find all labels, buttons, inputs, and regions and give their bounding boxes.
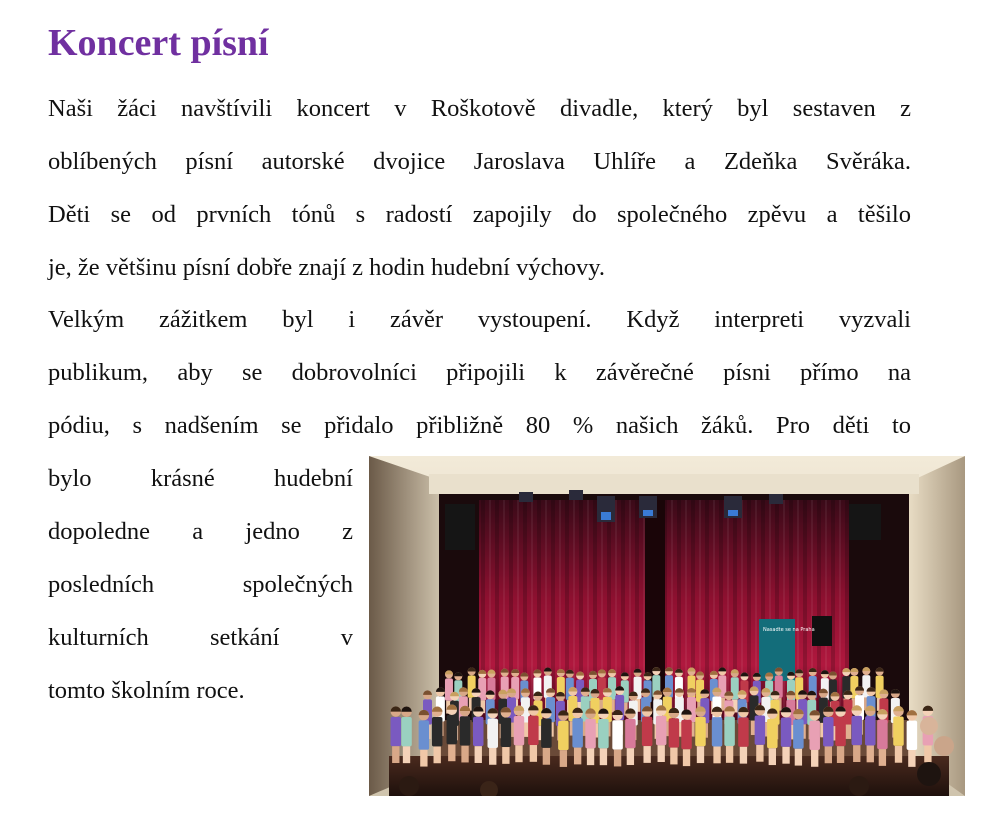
child-body [460, 716, 471, 745]
child-legs [560, 750, 567, 767]
child-body [865, 716, 876, 745]
child-legs [530, 745, 537, 762]
child-legs [769, 748, 776, 765]
child-legs [627, 748, 634, 765]
child-legs [756, 745, 763, 762]
child-legs [392, 746, 399, 763]
child-body [781, 717, 792, 746]
text-line: kulturních setkání v [48, 624, 353, 651]
child-body [419, 720, 430, 749]
child-legs [853, 745, 860, 762]
child-body [473, 717, 484, 746]
text-line: posledních společných [48, 571, 353, 598]
child-body [478, 678, 486, 700]
banner-text: Nasadte se na Praha [763, 627, 815, 633]
child-body [852, 716, 863, 745]
child-body [401, 717, 412, 746]
child-legs [670, 748, 677, 765]
child-legs [740, 747, 747, 764]
child-body [767, 719, 778, 748]
child-body [541, 719, 552, 748]
child-legs [782, 747, 789, 764]
child-legs [895, 746, 902, 763]
child-body [514, 716, 525, 745]
child-body [432, 717, 443, 746]
child-body [681, 720, 692, 749]
child-body [793, 719, 804, 748]
child-legs [403, 746, 410, 763]
text-line: tomto školním roce. [48, 677, 245, 704]
text-line: publikum, aby se dobrovolníci připojili k závěrečné písni přímo na [48, 359, 911, 386]
text-line: Děti se od prvních tónů s radostí zapojily do společného zpěvu a těšilo [48, 201, 911, 228]
child-body [625, 719, 636, 748]
child-legs [489, 748, 496, 765]
child-body [877, 720, 888, 749]
child-legs [574, 748, 581, 765]
child-legs [420, 750, 427, 767]
child-legs [713, 747, 720, 764]
child-legs [587, 748, 594, 765]
child-legs [879, 749, 886, 766]
child-body [642, 717, 653, 746]
child-legs [515, 745, 522, 762]
child-legs [643, 746, 650, 763]
child-legs [475, 746, 482, 763]
child-body [712, 717, 723, 746]
child-legs [795, 749, 802, 766]
concert-stage-illustration [369, 456, 965, 796]
article-title: Koncert písní [48, 22, 269, 64]
child-body [835, 717, 846, 746]
child-legs [614, 750, 621, 767]
child-legs [448, 744, 455, 761]
article-paragraph-1 [48, 82, 911, 294]
child-legs [502, 747, 509, 764]
child-body [487, 719, 498, 748]
child-body [755, 715, 766, 744]
child-body [528, 716, 539, 745]
child-body [572, 718, 583, 747]
child-body [391, 717, 402, 746]
child-legs [924, 745, 931, 762]
text-line: oblíbených písní autorské dvojice Jaroslava Uhlíře a Zdeňka Svěráka. [48, 148, 911, 175]
article-paragraph-2-continuation [48, 452, 353, 717]
child-body [598, 719, 609, 748]
child-body [738, 717, 749, 746]
child-legs [434, 746, 441, 763]
text-line: Velkým zážitkem byl i závěr vystoupení. Když interpreti vyzvali [48, 306, 911, 333]
child-body [612, 720, 623, 749]
child-legs [658, 745, 665, 762]
text-line: bylo krásné hudební [48, 465, 353, 492]
child-body [598, 677, 606, 699]
child-body [695, 717, 706, 746]
child-legs [825, 746, 832, 763]
text-line: pódiu, s nadšením se přidalo přibližně 80 % našich žáků. Pro děti to [48, 412, 911, 439]
child-legs [908, 750, 915, 767]
child-body [809, 721, 820, 750]
child-body [893, 717, 904, 746]
child-body [585, 719, 596, 748]
child-legs [543, 748, 550, 765]
child-legs [867, 745, 874, 762]
child-body [669, 718, 680, 747]
text-line: dopoledne a jedno z [48, 518, 353, 545]
child-legs [697, 746, 704, 763]
child-body [823, 717, 834, 746]
child-legs [726, 746, 733, 763]
child-body [724, 717, 735, 746]
child-body [447, 715, 458, 744]
text-line: je, že většinu písní dobře znají z hodin hudební výchovy. [48, 254, 606, 281]
article-paragraph-2 [48, 293, 911, 452]
child-body [907, 721, 918, 750]
child-legs [811, 750, 818, 767]
child-legs [837, 746, 844, 763]
concert-photo [369, 456, 965, 796]
child-body [501, 718, 512, 747]
child-body [558, 721, 569, 750]
child-body [656, 716, 667, 745]
child-legs [600, 748, 607, 765]
child-legs [461, 746, 468, 763]
text-line: Naši žáci navštívili koncert v Roškotově divadle, který byl sestaven z [48, 95, 911, 122]
child-legs [683, 749, 690, 766]
